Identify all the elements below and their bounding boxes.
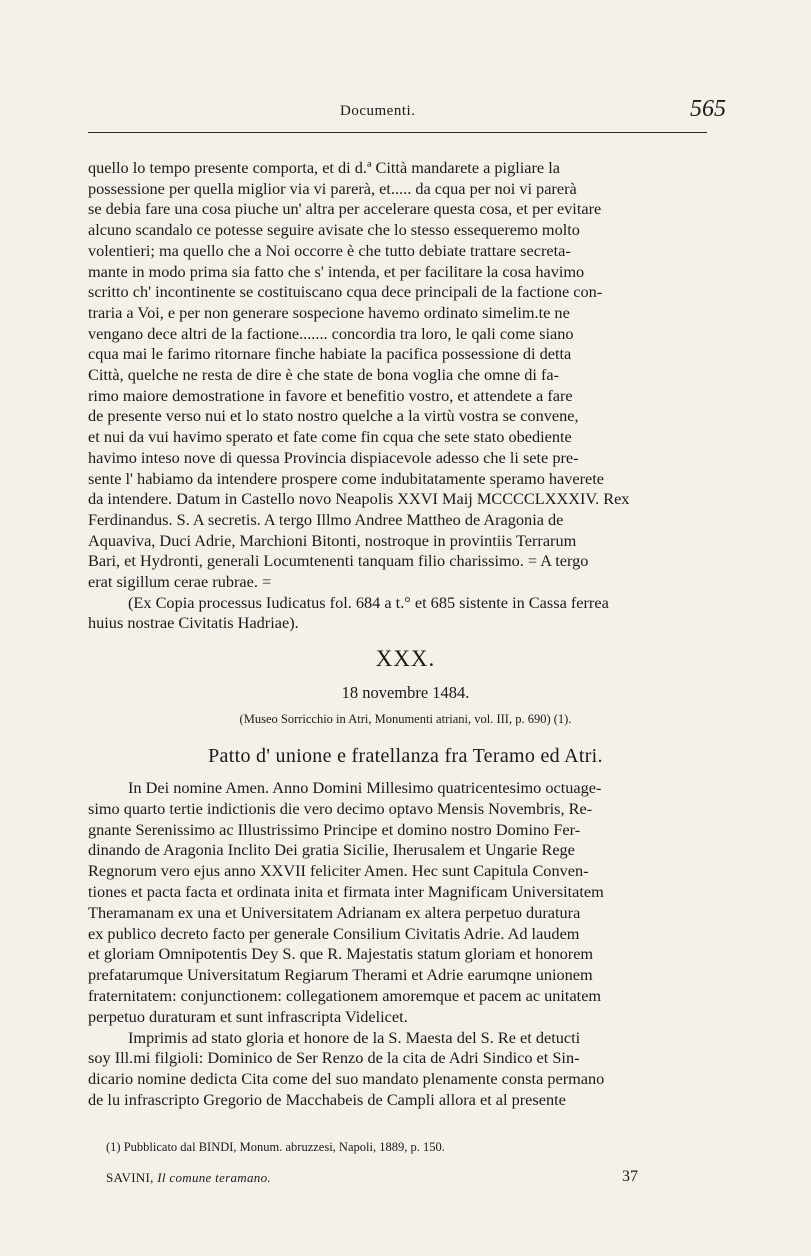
text-line: rimo maiore demostratione in favore et benefitio vostro, et attendete a fare [88, 385, 573, 405]
text-line: simo quarto tertie indictionis die vero decimo optavo Mensis Novembris, Re- [88, 798, 593, 818]
text-line: de lu infrascripto Gregorio de Macchabeis de Campli allora et al presente [88, 1089, 566, 1109]
text-line: erat sigillum cerae rubrae. = [88, 572, 272, 592]
text-line: se debia fare una cosa piuche un' altra per accelerare questa cosa, et per evitare [88, 199, 602, 219]
text-line: fraternitatem: conjunctionem: collegationem amoremque et pacem ac unitatem [88, 985, 602, 1005]
document-source: (Museo Sorricchio in Atri, Monumenti atriani, vol. III, p. 690) (1). [239, 712, 572, 726]
text-line: Città, quelche ne resta de dire è che state de bona voglia che omne di fa- [88, 365, 560, 385]
text-line: perpetuo duraturam et sunt infrascripta Videlicet. [88, 1006, 408, 1026]
text-line: dicario nomine dedicta Cita come del suo mandato plenamente consta permano [88, 1069, 605, 1089]
header-rule [88, 132, 707, 133]
citation-line: (Ex Copia processus Iudicatus fol. 684 a t.° et 685 sistente in Cassa ferrea [128, 592, 609, 612]
footer-book-title: Il comune teramano. [157, 1170, 271, 1185]
text-line: Theramanam ex una et Universitatem Adrianam ex altera perpetuo duratura [88, 902, 581, 922]
text-line: prefatarumque Universitatum Regiarum Therami et Adrie earumqne unionem [88, 965, 593, 985]
paragraph-2 [88, 1028, 707, 1111]
text-line: mante in modo prima sia fatto che s' intenda, et per facilitare la cosa havimo [88, 261, 585, 281]
text-line: Regnorum vero ejus anno XXVII feliciter Amen. Hec sunt Capitula Conven- [88, 861, 589, 881]
paragraph-1 [88, 778, 707, 1028]
text-line: quello lo tempo presente comporta, et di d.ª Città mandarete a pigliare la [88, 158, 560, 177]
citation-line: huius nostrae Civitatis Hadriae). [88, 613, 299, 633]
text-line: vengano dece altri de la factione....... concordia tra loro, le qali come siano [88, 323, 574, 343]
footer-credit [106, 1170, 271, 1186]
text-line: et nui da vui havimo sperato et fate come fin cqua che sete stato obediente [88, 427, 572, 447]
text-line: Imprimis ad stato gloria et honore de la S. Maesta del S. Re et detucti [128, 1027, 581, 1047]
page-number: 565 [690, 96, 726, 122]
letter-text [88, 158, 707, 634]
running-head: Documenti. [340, 103, 416, 119]
text-line: ex publico decreto facto per generale Consilium Civitatis Adrie. Ad laudem [88, 923, 580, 943]
document-heading: Patto d' unione e fratellanza fra Teramo ed Atri. [208, 745, 603, 767]
signature-mark: 37 [622, 1168, 638, 1185]
text-line: Ferdinandus. S. A secretis. A tergo Illmo Andree Mattheo de Aragonia de [88, 509, 564, 529]
footer-author: SAVINI, [106, 1170, 154, 1185]
document-number: XXX. [375, 646, 436, 671]
text-line: soy Ill.mi filgioli: Dominico de Ser Renzo de la cita de Adri Sindico et Sin- [88, 1048, 580, 1068]
text-line: possessione per quella miglior via vi parerà, et..... da cqua per noi vi parerà [88, 178, 577, 198]
text-line: In Dei nomine Amen. Anno Domini Millesimo quatricentesimo octuage- [128, 778, 602, 797]
text-line: da intendere. Datum in Castello novo Neapolis XXVI Maij MCCCCLXXXIV. Rex [88, 489, 630, 509]
text-line: Bari, et Hydronti, generali Locumtenenti tanquam filio charissimo. = A tergo [88, 551, 589, 571]
text-line: gnante Serenissimo ac Illustrissimo Principe et domino nostro Domino Fer- [88, 819, 581, 839]
text-line: alcuno scandalo ce potesse seguire avisate che lo stesso essequeremo molto [88, 220, 580, 240]
text-line: traria a Voi, e per non generare sospecione havemo ordinato simelim.te ne [88, 302, 570, 322]
text-line: sente l' habiamo da intendere prospere come indubitatamente speramo haverete [88, 468, 605, 488]
text-line: dinando de Aragonia Inclito Dei gratia Sicilie, Iherusalem et Ungarie Rege [88, 840, 575, 860]
text-line: scritto ch' incontinente se costituiscano cqua dece principali de la factione con- [88, 282, 603, 302]
text-line: de presente verso nui et lo stato nostro quelche a la virtù vostra se convene, [88, 406, 579, 426]
text-line: cqua mai le farimo ritornare finche habiate la pacifica possessione di detta [88, 344, 572, 364]
text-line: Aquaviva, Duci Adrie, Marchioni Bitonti, nostroque in provintiis Terrarum [88, 530, 577, 550]
text-line: volentieri; ma quello che a Noi occorre è che tutto debiate trattare secreta- [88, 240, 571, 260]
text-line: tiones et pacta facta et ordinata inita et firmata inter Magnificam Universitatem [88, 881, 604, 901]
text-line: et gloriam Omnipotentis Dey S. que R. Majestatis statum gloriam et honorem [88, 944, 594, 964]
footnote: (1) Pubblicato dal BINDI, Monum. abruzzesi, Napoli, 1889, p. 150. [106, 1140, 445, 1154]
document-date: 18 novembre 1484. [341, 683, 470, 702]
charter-text [88, 778, 707, 1111]
text-line: havimo inteso nove di quessa Provincia dispiacevole adesso che li sete pre- [88, 447, 579, 467]
